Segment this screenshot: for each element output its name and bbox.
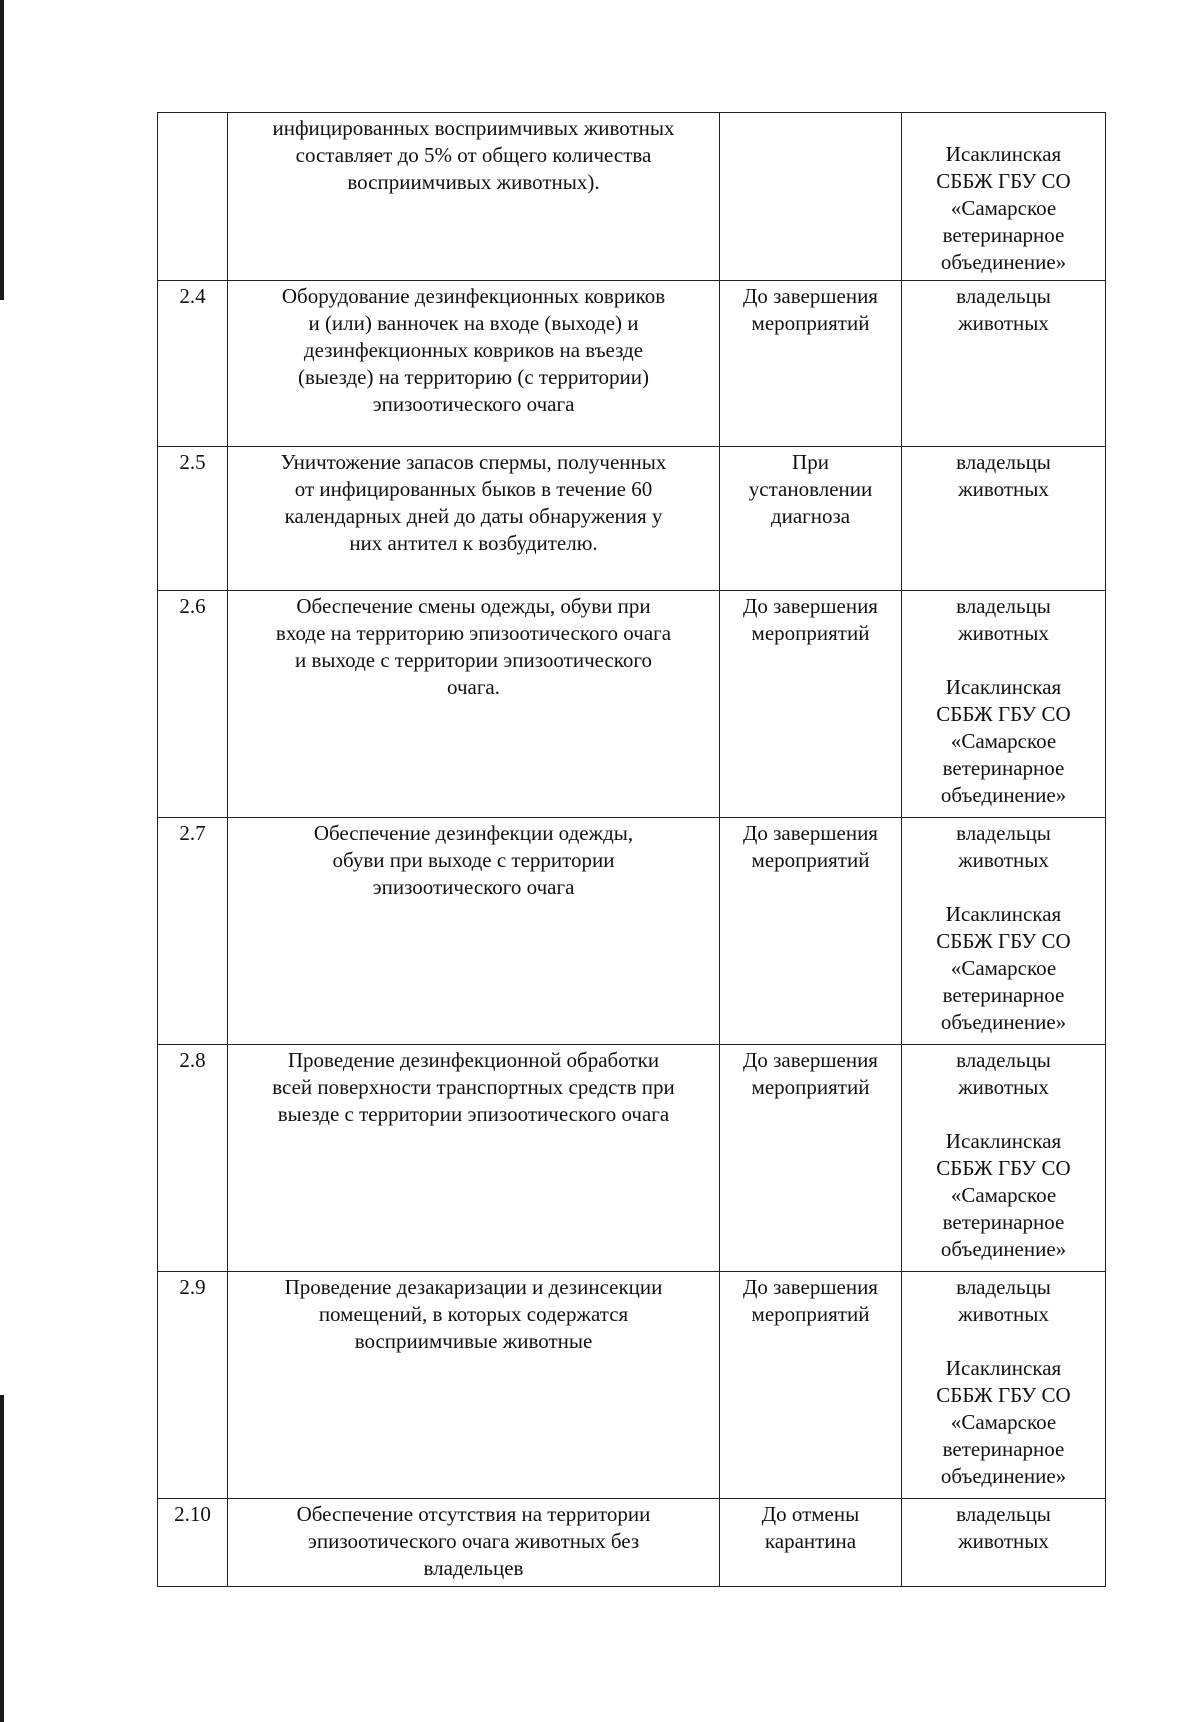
term-cell: [720, 1045, 902, 1272]
table-row-2-5: [158, 447, 1106, 591]
line-gap: [908, 874, 1099, 901]
action-line: выезде с территории эпизоотического очага: [277, 1102, 670, 1126]
term-line: диагноза: [770, 504, 851, 528]
term-line: карантина: [764, 1529, 857, 1553]
term-line: При: [792, 450, 829, 474]
measures-table: [157, 112, 1106, 1587]
term-line: До завершения: [743, 284, 878, 308]
row-number-cell: [158, 447, 228, 591]
responsible-owner-line: владельцы: [956, 450, 1051, 474]
action-line: Проведение дезакаризации и дезинсекции: [284, 1275, 663, 1299]
action-line: календарных дней до даты обнаружения у: [284, 504, 663, 528]
responsible-org-line: ветеринарное: [942, 1437, 1065, 1461]
action-line: и выходе с территории эпизоотического: [294, 648, 653, 672]
term-line: До отмены: [761, 1502, 860, 1526]
action-line: всей поверхности транспортных средств при: [272, 1075, 675, 1099]
responsible-owner-line: владельцы: [956, 594, 1051, 618]
table-row-2-9: [158, 1272, 1106, 1499]
term-line: мероприятий: [751, 1302, 870, 1326]
term-cell: [720, 1272, 902, 1499]
term-line: До завершения: [743, 821, 878, 845]
action-line: владельцев: [423, 1556, 524, 1580]
action-line: Обеспечение дезинфекции одежды,: [313, 821, 634, 845]
row-number-cell: [158, 281, 228, 447]
table-row-2-7: [158, 818, 1106, 1045]
responsible-org-line: объединение»: [940, 783, 1067, 807]
responsible-owner-line: животных: [958, 311, 1049, 335]
responsible-cell: [902, 113, 1106, 281]
row-number: 2.7: [179, 821, 206, 845]
responsible-org-line: Исаклинская: [945, 142, 1062, 166]
term-line: мероприятий: [751, 621, 870, 645]
action-line: Обеспечение смены одежды, обуви при: [296, 594, 651, 618]
term-cell: [720, 113, 902, 281]
scan-edge-mark-top: [0, 0, 4, 300]
action-line: очага.: [446, 675, 501, 699]
action-line: инфицированных восприимчивых животных: [272, 116, 675, 140]
responsible-org-line: «Самарское: [950, 1410, 1057, 1434]
action-line: и (или) ванночек на входе (выходе) и: [308, 311, 639, 335]
action-line: восприимчивые животные: [354, 1329, 593, 1353]
responsible-org-line: ветеринарное: [942, 983, 1065, 1007]
action-cell: [228, 1045, 720, 1272]
term-line: До завершения: [743, 594, 878, 618]
term-cell: [720, 591, 902, 818]
term-line: мероприятий: [751, 848, 870, 872]
row-number: 2.8: [179, 1048, 206, 1072]
term-line: До завершения: [743, 1275, 878, 1299]
table-row-2-10: [158, 1499, 1106, 1587]
responsible-owner-line: животных: [958, 621, 1049, 645]
table-row-continuation: [158, 113, 1106, 281]
measures-table-body: [158, 113, 1106, 1587]
responsible-org-line: СББЖ ГБУ СО: [936, 702, 1071, 726]
term-cell: [720, 818, 902, 1045]
responsible-org-line: СББЖ ГБУ СО: [936, 929, 1071, 953]
row-number-cell: [158, 1272, 228, 1499]
responsible-owner-line: владельцы: [956, 1048, 1051, 1072]
line-gap: [908, 1101, 1099, 1128]
action-line: составляет до 5% от общего количества: [295, 143, 652, 167]
action-line: эпизоотического очага животных без: [307, 1529, 640, 1553]
responsible-owner-line: животных: [958, 848, 1049, 872]
responsible-org-line: СББЖ ГБУ СО: [936, 1156, 1071, 1180]
responsible-org-line: объединение»: [940, 1464, 1067, 1488]
responsible-org-line: объединение»: [940, 1010, 1067, 1034]
responsible-org-line: «Самарское: [950, 956, 1057, 980]
action-line: Уничтожение запасов спермы, полученных: [280, 450, 667, 474]
responsible-owner-line: владельцы: [956, 1502, 1051, 1526]
action-line: дезинфекционных ковриков на въезде: [303, 338, 644, 362]
responsible-cell: [902, 818, 1106, 1045]
responsible-org-line: «Самарское: [950, 196, 1057, 220]
table-row-2-6: [158, 591, 1106, 818]
action-line: эпизоотического очага: [372, 392, 575, 416]
responsible-org-line: «Самарское: [950, 729, 1057, 753]
responsible-org-line: Исаклинская: [945, 1356, 1062, 1380]
row-number-cell: [158, 113, 228, 281]
row-number-cell: [158, 1045, 228, 1272]
term-cell: [720, 447, 902, 591]
responsible-org-line: объединение»: [940, 1237, 1067, 1261]
responsible-cell: [902, 1045, 1106, 1272]
row-number: 2.5: [179, 450, 206, 474]
responsible-org-line: ветеринарное: [942, 756, 1065, 780]
action-line: эпизоотического очага: [372, 875, 575, 899]
action-line: Обеспечение отсутствия на территории: [296, 1502, 651, 1526]
action-line: Оборудование дезинфекционных ковриков: [281, 284, 666, 308]
responsible-cell: [902, 1272, 1106, 1499]
line-gap: [908, 647, 1099, 674]
row-number-cell: [158, 1499, 228, 1587]
responsible-cell: [902, 281, 1106, 447]
responsible-cell: [902, 1499, 1106, 1587]
responsible-org-line: СББЖ ГБУ СО: [936, 1383, 1071, 1407]
action-cell: [228, 281, 720, 447]
row-number-cell: [158, 591, 228, 818]
action-cell: [228, 591, 720, 818]
action-line: входе на территорию эпизоотического очага: [275, 621, 672, 645]
action-cell: [228, 113, 720, 281]
responsible-cell: [902, 447, 1106, 591]
action-line: обуви при выходе с территории: [332, 848, 615, 872]
scan-edge-mark-bottom: [0, 1395, 4, 1722]
responsible-org-line: Исаклинская: [945, 902, 1062, 926]
responsible-cell: [902, 591, 1106, 818]
responsible-org-line: Исаклинская: [945, 1129, 1062, 1153]
row-number-cell: [158, 818, 228, 1045]
responsible-owner-line: животных: [958, 477, 1049, 501]
action-line: восприимчивых животных).: [347, 170, 600, 194]
term-line: До завершения: [743, 1048, 878, 1072]
term-cell: [720, 1499, 902, 1587]
action-cell: [228, 447, 720, 591]
responsible-owner-line: владельцы: [956, 1275, 1051, 1299]
action-line: от инфицированных быков в течение 60: [294, 477, 653, 501]
responsible-owner-line: владельцы: [956, 821, 1051, 845]
table-row-2-4: [158, 281, 1106, 447]
table-row-2-8: [158, 1045, 1106, 1272]
row-number: 2.9: [179, 1275, 206, 1299]
term-cell: [720, 281, 902, 447]
action-cell: [228, 1272, 720, 1499]
action-line: (выезде) на территорию (с территории): [297, 365, 650, 389]
line-gap: [908, 1328, 1099, 1355]
responsible-owner-line: владельцы: [956, 284, 1051, 308]
responsible-org-line: объединение»: [940, 250, 1067, 274]
action-line: них антител к возбудителю.: [349, 531, 598, 555]
responsible-org-line: ветеринарное: [942, 223, 1065, 247]
term-line: мероприятий: [751, 311, 870, 335]
term-line: установлении: [748, 477, 873, 501]
responsible-org-line: СББЖ ГБУ СО: [936, 169, 1071, 193]
responsible-owner-line: животных: [958, 1529, 1049, 1553]
responsible-org-line: Исаклинская: [945, 675, 1062, 699]
action-cell: [228, 1499, 720, 1587]
row-number: 2.6: [179, 594, 206, 618]
responsible-org-line: «Самарское: [950, 1183, 1057, 1207]
responsible-org-line: ветеринарное: [942, 1210, 1065, 1234]
term-line: мероприятий: [751, 1075, 870, 1099]
responsible-owner-line: животных: [958, 1075, 1049, 1099]
row-number: 2.10: [174, 1502, 211, 1526]
action-line: помещений, в которых содержатся: [318, 1302, 629, 1326]
action-line: Проведение дезинфекционной обработки: [287, 1048, 660, 1072]
responsible-owner-line: животных: [958, 1302, 1049, 1326]
row-number: 2.4: [179, 284, 206, 308]
action-cell: [228, 818, 720, 1045]
